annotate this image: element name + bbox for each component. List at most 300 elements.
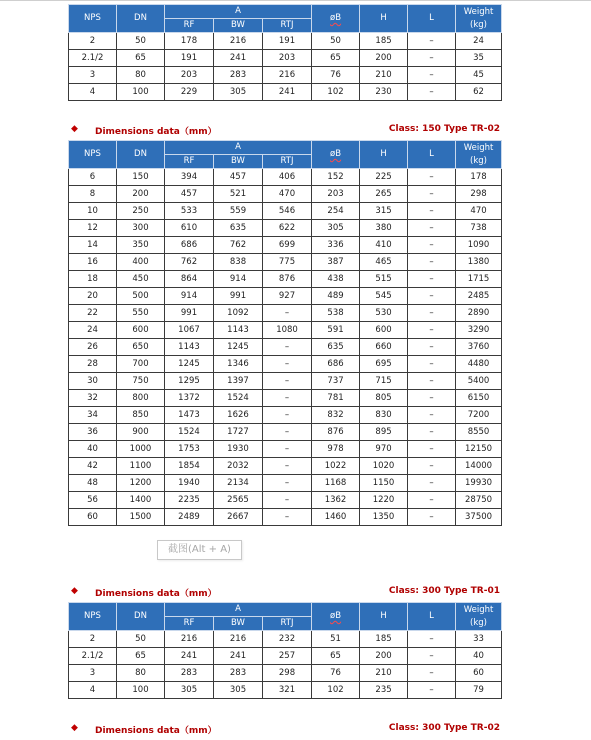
cell-a-bw: 305	[214, 682, 263, 699]
cell-l: –	[408, 665, 456, 682]
section-header-class300-tr02	[68, 723, 500, 737]
cell-l: –	[408, 67, 456, 84]
cell-dn: 100	[117, 682, 165, 699]
cell-weight: 60	[456, 665, 502, 682]
table-row	[69, 424, 502, 441]
cell-a-rf: 1753	[165, 441, 214, 458]
cell-a-bw: 762	[214, 237, 263, 254]
cell-dn: 200	[117, 186, 165, 203]
cell-ob: 1168	[312, 475, 360, 492]
cell-ob: 254	[312, 203, 360, 220]
cell-nps: 10	[69, 203, 117, 220]
cell-l: –	[408, 407, 456, 424]
col-l: L	[408, 141, 456, 169]
cell-nps: 34	[69, 407, 117, 424]
cell-a-bw: 1626	[214, 407, 263, 424]
diamond-bullet-icon: ◆	[71, 124, 78, 134]
cell-dn: 250	[117, 203, 165, 220]
cell-a-rtj: 298	[263, 665, 312, 682]
cell-weight: 37500	[456, 509, 502, 526]
cell-a-rtj: –	[263, 356, 312, 373]
cell-h: 895	[360, 424, 408, 441]
cell-dn: 750	[117, 373, 165, 390]
cell-a-bw: 521	[214, 186, 263, 203]
cell-h: 805	[360, 390, 408, 407]
cell-dn: 300	[117, 220, 165, 237]
col-nps: NPS	[69, 603, 117, 631]
cell-a-rf: 610	[165, 220, 214, 237]
cell-nps: 24	[69, 322, 117, 339]
cell-ob: 781	[312, 390, 360, 407]
cell-h: 185	[360, 33, 408, 50]
cell-dn: 350	[117, 237, 165, 254]
cell-ob: 50	[312, 33, 360, 50]
cell-a-rtj: 241	[263, 84, 312, 101]
cell-l: –	[408, 50, 456, 67]
cell-nps: 48	[69, 475, 117, 492]
cell-dn: 900	[117, 424, 165, 441]
col-rf: RF	[165, 617, 214, 631]
cell-ob: 978	[312, 441, 360, 458]
cell-ob: 1362	[312, 492, 360, 509]
col-h: H	[360, 5, 408, 33]
cell-a-rf: 1143	[165, 339, 214, 356]
cell-h: 695	[360, 356, 408, 373]
cell-dn: 100	[117, 84, 165, 101]
table-row	[69, 492, 502, 509]
cell-a-rtj: –	[263, 424, 312, 441]
cell-a-bw: 216	[214, 631, 263, 648]
cell-dn: 150	[117, 169, 165, 186]
cell-dn: 1100	[117, 458, 165, 475]
cell-a-rtj: 622	[263, 220, 312, 237]
col-bw: BW	[214, 19, 263, 33]
cell-a-bw: 2134	[214, 475, 263, 492]
cell-a-rtj: –	[263, 441, 312, 458]
cell-h: 200	[360, 648, 408, 665]
table-row	[69, 509, 502, 526]
table-row	[69, 648, 502, 665]
cell-nps: 18	[69, 271, 117, 288]
table-row	[69, 339, 502, 356]
cell-a-rf: 216	[165, 631, 214, 648]
cell-l: –	[408, 288, 456, 305]
cell-weight: 1715	[456, 271, 502, 288]
cell-a-rf: 394	[165, 169, 214, 186]
cell-a-rtj: –	[263, 390, 312, 407]
cell-nps: 22	[69, 305, 117, 322]
cell-dn: 50	[117, 631, 165, 648]
cell-a-bw: 283	[214, 67, 263, 84]
cell-a-rf: 241	[165, 648, 214, 665]
col-ob: øB	[312, 141, 360, 169]
cell-h: 380	[360, 220, 408, 237]
cell-a-rf: 305	[165, 682, 214, 699]
table-row	[69, 373, 502, 390]
cell-a-bw: 1143	[214, 322, 263, 339]
cell-ob: 438	[312, 271, 360, 288]
cell-a-bw: 1346	[214, 356, 263, 373]
table-row	[69, 682, 502, 699]
cell-dn: 800	[117, 390, 165, 407]
col-rtj: RTJ	[263, 617, 312, 631]
cell-a-bw: 838	[214, 254, 263, 271]
cell-nps: 2.1/2	[69, 50, 117, 67]
cell-weight: 4480	[456, 356, 502, 373]
table-row	[69, 390, 502, 407]
cell-a-rf: 2235	[165, 492, 214, 509]
cell-a-rf: 229	[165, 84, 214, 101]
cell-l: –	[408, 203, 456, 220]
table-row	[69, 203, 502, 220]
cell-nps: 16	[69, 254, 117, 271]
cell-a-bw: 2032	[214, 458, 263, 475]
col-rtj: RTJ	[263, 155, 312, 169]
dimensions-table-3	[68, 602, 502, 699]
dimensions-table-2	[68, 140, 502, 526]
cell-weight: 7200	[456, 407, 502, 424]
cell-l: –	[408, 492, 456, 509]
cell-a-rtj: 699	[263, 237, 312, 254]
cell-h: 185	[360, 631, 408, 648]
cell-a-rf: 1295	[165, 373, 214, 390]
diamond-bullet-icon: ◆	[71, 586, 78, 596]
cell-weight: 3760	[456, 339, 502, 356]
section-header-class150-tr02	[68, 124, 500, 138]
cell-weight: 12150	[456, 441, 502, 458]
cell-l: –	[408, 509, 456, 526]
section-class-type: Class: 150 Type TR-02	[388, 124, 500, 134]
cell-ob: 102	[312, 682, 360, 699]
cell-a-bw: 2667	[214, 509, 263, 526]
cell-h: 1350	[360, 509, 408, 526]
cell-a-rtj: 257	[263, 648, 312, 665]
cell-h: 970	[360, 441, 408, 458]
cell-ob: 635	[312, 339, 360, 356]
cell-nps: 3	[69, 665, 117, 682]
cell-a-bw: 635	[214, 220, 263, 237]
cell-dn: 65	[117, 648, 165, 665]
col-rtj: RTJ	[263, 19, 312, 33]
col-dn: DN	[117, 141, 165, 169]
table-row	[69, 186, 502, 203]
cell-weight: 1380	[456, 254, 502, 271]
col-weight: Weight (kg)	[456, 141, 502, 169]
table-row	[69, 169, 502, 186]
table-row	[69, 33, 502, 50]
cell-h: 235	[360, 682, 408, 699]
cell-a-bw: 991	[214, 288, 263, 305]
col-h: H	[360, 141, 408, 169]
cell-ob: 76	[312, 67, 360, 84]
cell-dn: 80	[117, 67, 165, 84]
cell-weight: 35	[456, 50, 502, 67]
cell-l: –	[408, 237, 456, 254]
cell-a-rtj: –	[263, 373, 312, 390]
cell-a-rf: 762	[165, 254, 214, 271]
cell-a-rtj: 216	[263, 67, 312, 84]
cell-ob: 538	[312, 305, 360, 322]
cell-nps: 26	[69, 339, 117, 356]
cell-l: –	[408, 339, 456, 356]
cell-a-rf: 1245	[165, 356, 214, 373]
cell-ob: 203	[312, 186, 360, 203]
col-weight: Weight (kg)	[456, 603, 502, 631]
screenshot-shortcut-tooltip: 截图(Alt + A)	[157, 540, 242, 560]
cell-a-rtj: 546	[263, 203, 312, 220]
cell-a-rtj: –	[263, 407, 312, 424]
page-top-rule	[0, 0, 591, 1]
cell-nps: 2	[69, 631, 117, 648]
col-bw: BW	[214, 155, 263, 169]
col-nps: NPS	[69, 5, 117, 33]
cell-a-bw: 1245	[214, 339, 263, 356]
cell-nps: 32	[69, 390, 117, 407]
cell-weight: 28750	[456, 492, 502, 509]
cell-nps: 30	[69, 373, 117, 390]
col-l: L	[408, 603, 456, 631]
cell-l: –	[408, 322, 456, 339]
cell-a-rf: 686	[165, 237, 214, 254]
cell-h: 315	[360, 203, 408, 220]
cell-dn: 1000	[117, 441, 165, 458]
cell-a-rf: 864	[165, 271, 214, 288]
cell-ob: 832	[312, 407, 360, 424]
cell-a-rtj: 1080	[263, 322, 312, 339]
col-h: H	[360, 603, 408, 631]
cell-nps: 3	[69, 67, 117, 84]
cell-dn: 1400	[117, 492, 165, 509]
cell-a-rf: 1372	[165, 390, 214, 407]
cell-h: 660	[360, 339, 408, 356]
table-row	[69, 254, 502, 271]
cell-weight: 178	[456, 169, 502, 186]
cell-l: –	[408, 356, 456, 373]
cell-l: –	[408, 475, 456, 492]
cell-weight: 79	[456, 682, 502, 699]
cell-weight: 470	[456, 203, 502, 220]
col-a: A	[165, 603, 312, 617]
cell-h: 830	[360, 407, 408, 424]
table-row	[69, 67, 502, 84]
cell-ob: 387	[312, 254, 360, 271]
table-row	[69, 50, 502, 67]
table-row	[69, 407, 502, 424]
table-row	[69, 441, 502, 458]
cell-a-bw: 241	[214, 648, 263, 665]
table-row	[69, 288, 502, 305]
cell-h: 230	[360, 84, 408, 101]
cell-a-rtj: 191	[263, 33, 312, 50]
cell-a-rf: 191	[165, 50, 214, 67]
col-ob: øB	[312, 5, 360, 33]
cell-a-bw: 1524	[214, 390, 263, 407]
cell-dn: 500	[117, 288, 165, 305]
cell-dn: 50	[117, 33, 165, 50]
cell-l: –	[408, 254, 456, 271]
cell-l: –	[408, 682, 456, 699]
cell-a-rtj: 406	[263, 169, 312, 186]
cell-weight: 6150	[456, 390, 502, 407]
cell-ob: 65	[312, 648, 360, 665]
cell-ob: 65	[312, 50, 360, 67]
cell-a-bw: 283	[214, 665, 263, 682]
cell-h: 515	[360, 271, 408, 288]
cell-h: 1150	[360, 475, 408, 492]
cell-h: 530	[360, 305, 408, 322]
col-a: A	[165, 5, 312, 19]
cell-ob: 686	[312, 356, 360, 373]
cell-h: 225	[360, 169, 408, 186]
cell-a-rtj: –	[263, 492, 312, 509]
cell-a-rf: 203	[165, 67, 214, 84]
table-row	[69, 665, 502, 682]
table-row	[69, 356, 502, 373]
cell-l: –	[408, 305, 456, 322]
cell-dn: 700	[117, 356, 165, 373]
cell-weight: 8550	[456, 424, 502, 441]
col-dn: DN	[117, 603, 165, 631]
col-a: A	[165, 141, 312, 155]
cell-dn: 550	[117, 305, 165, 322]
cell-dn: 450	[117, 271, 165, 288]
cell-dn: 850	[117, 407, 165, 424]
cell-a-rtj: 876	[263, 271, 312, 288]
cell-a-bw: 914	[214, 271, 263, 288]
diamond-bullet-icon: ◆	[71, 723, 78, 733]
cell-a-rtj: 203	[263, 50, 312, 67]
cell-l: –	[408, 169, 456, 186]
cell-a-bw: 2565	[214, 492, 263, 509]
section-title: Dimensions data（mm）	[95, 589, 217, 599]
col-ob: øB	[312, 603, 360, 631]
col-weight: Weight (kg)	[456, 5, 502, 33]
cell-nps: 42	[69, 458, 117, 475]
cell-a-rtj: –	[263, 305, 312, 322]
cell-h: 545	[360, 288, 408, 305]
cell-dn: 600	[117, 322, 165, 339]
cell-l: –	[408, 648, 456, 665]
table-row	[69, 475, 502, 492]
cell-nps: 4	[69, 84, 117, 101]
cell-a-rf: 1473	[165, 407, 214, 424]
cell-weight: 3290	[456, 322, 502, 339]
cell-h: 210	[360, 665, 408, 682]
cell-ob: 1022	[312, 458, 360, 475]
table-row	[69, 322, 502, 339]
cell-dn: 65	[117, 50, 165, 67]
section-title: Dimensions data（mm）	[95, 726, 217, 736]
cell-l: –	[408, 33, 456, 50]
cell-nps: 60	[69, 509, 117, 526]
cell-a-rtj: 470	[263, 186, 312, 203]
cell-a-rtj: –	[263, 475, 312, 492]
cell-ob: 591	[312, 322, 360, 339]
cell-ob: 51	[312, 631, 360, 648]
cell-a-rtj: –	[263, 339, 312, 356]
cell-nps: 28	[69, 356, 117, 373]
dimensions-table-1	[68, 4, 502, 101]
cell-h: 265	[360, 186, 408, 203]
cell-a-rf: 914	[165, 288, 214, 305]
cell-weight: 24	[456, 33, 502, 50]
cell-weight: 738	[456, 220, 502, 237]
cell-l: –	[408, 458, 456, 475]
cell-ob: 152	[312, 169, 360, 186]
cell-a-rf: 1940	[165, 475, 214, 492]
cell-nps: 8	[69, 186, 117, 203]
cell-h: 210	[360, 67, 408, 84]
cell-ob: 737	[312, 373, 360, 390]
table-row	[69, 631, 502, 648]
cell-weight: 14000	[456, 458, 502, 475]
table-row	[69, 305, 502, 322]
cell-weight: 62	[456, 84, 502, 101]
cell-a-rf: 283	[165, 665, 214, 682]
table-row	[69, 237, 502, 254]
cell-nps: 56	[69, 492, 117, 509]
cell-dn: 1200	[117, 475, 165, 492]
cell-h: 1020	[360, 458, 408, 475]
cell-a-bw: 216	[214, 33, 263, 50]
cell-nps: 14	[69, 237, 117, 254]
cell-weight: 298	[456, 186, 502, 203]
cell-a-rtj: 232	[263, 631, 312, 648]
cell-h: 715	[360, 373, 408, 390]
cell-dn: 1500	[117, 509, 165, 526]
cell-a-rf: 1524	[165, 424, 214, 441]
cell-weight: 2890	[456, 305, 502, 322]
cell-weight: 1090	[456, 237, 502, 254]
cell-h: 1220	[360, 492, 408, 509]
section-title: Dimensions data（mm）	[95, 127, 217, 137]
col-nps: NPS	[69, 141, 117, 169]
cell-a-rf: 2489	[165, 509, 214, 526]
cell-h: 465	[360, 254, 408, 271]
section-header-class300-tr01	[68, 586, 500, 600]
col-rf: RF	[165, 19, 214, 33]
cell-a-bw: 1930	[214, 441, 263, 458]
cell-l: –	[408, 631, 456, 648]
col-bw: BW	[214, 617, 263, 631]
section-class-type: Class: 300 Type TR-01	[388, 586, 500, 596]
table-row	[69, 220, 502, 237]
cell-ob: 1460	[312, 509, 360, 526]
cell-nps: 40	[69, 441, 117, 458]
cell-a-rtj: –	[263, 458, 312, 475]
cell-a-rf: 457	[165, 186, 214, 203]
cell-a-bw: 241	[214, 50, 263, 67]
cell-nps: 2.1/2	[69, 648, 117, 665]
col-dn: DN	[117, 5, 165, 33]
cell-ob: 876	[312, 424, 360, 441]
cell-ob: 336	[312, 237, 360, 254]
cell-a-bw: 1727	[214, 424, 263, 441]
cell-a-rf: 178	[165, 33, 214, 50]
cell-l: –	[408, 186, 456, 203]
cell-weight: 5400	[456, 373, 502, 390]
cell-h: 410	[360, 237, 408, 254]
cell-a-bw: 457	[214, 169, 263, 186]
cell-l: –	[408, 271, 456, 288]
cell-nps: 36	[69, 424, 117, 441]
cell-a-rf: 533	[165, 203, 214, 220]
cell-weight: 40	[456, 648, 502, 665]
cell-a-rf: 1854	[165, 458, 214, 475]
cell-weight: 33	[456, 631, 502, 648]
cell-a-rtj: 775	[263, 254, 312, 271]
col-l: L	[408, 5, 456, 33]
